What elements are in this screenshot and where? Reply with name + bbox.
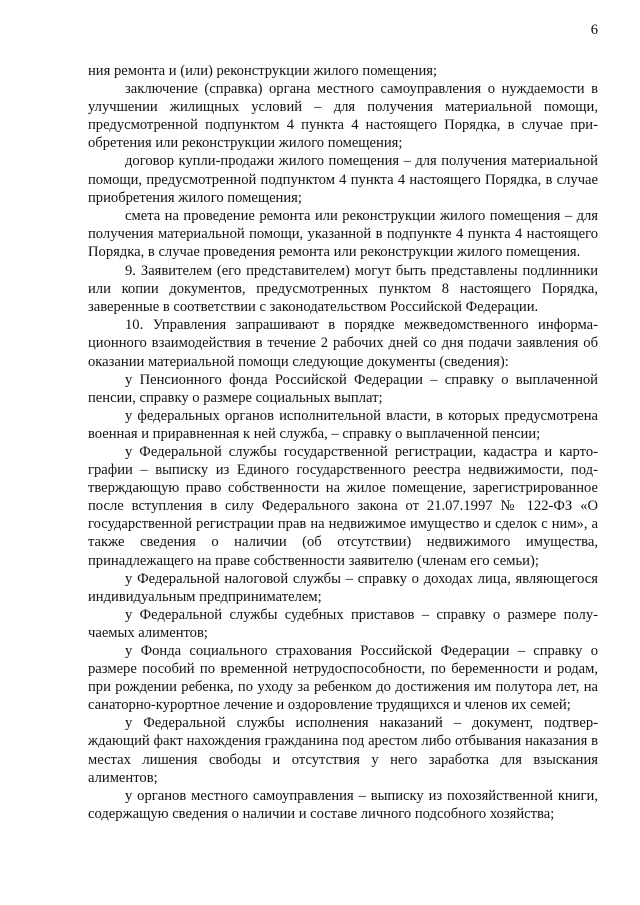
paragraph-housing-need-certificate: заключение (справка) органа местного самоуправления о нуждаемости в улучшении жилищных условий – для получения материальной помощи, предусмотренной подпунктом 4 пункта 4 настоящего Порядка, в случае приобретения или реконструкции жилого помещения; — [88, 81, 598, 152]
paragraph-bailiffs: у Федеральной службы судебных приставов – справку о размере получаемых алиментов; — [88, 606, 598, 641]
paragraph-continuation: ния ремонта и (или) реконструкции жилого помещения; — [88, 63, 438, 79]
page-number: 6 — [590, 22, 598, 38]
paragraph-penitentiary-service: у Федеральной службы исполнения наказаний – документ, подтверждающий факт нахождения гражданина под арестом либо отбывания наказания в местах лишения свободы и отсутствия у него заработка для взыскания алиментов; — [88, 715, 598, 786]
paragraph-pension-fund: у Пенсионного фонда Российской Федерации – справку о выплаченной пенсии, справку о размере социальных выплат; — [88, 371, 598, 406]
document-body — [88, 62, 598, 823]
paragraph-federal-executive-bodies: у федеральных органов исполнительной власти, в которых предусмотрена военная и приравненная к ней служба, – справку о выплаченной пенсии; — [88, 407, 598, 442]
paragraph-local-government: у органов местного самоуправления – выписку из похозяйственной книги, содержащую сведения о наличии и составе личного подсобного хозяйства; — [88, 787, 598, 822]
paragraph-item-10: 10. Управления запрашивают в порядке межведомственного информационного взаимодействия в течение 2 рабочих дней со дня подачи заявления об оказании материальной помощи следующие документы (сведения): — [88, 317, 598, 370]
paragraph-tax-service: у Федеральной налоговой службы – справку о доходах лица, являющегося индивидуальным предпринимателем; — [88, 570, 598, 605]
paragraph-repair-estimate: смета на проведение ремонта или реконструкции жилого помещения – для получения материальной помощи, указанной в подпункте 4 пункта 4 настоящего Порядка, в случае проведения ремонта или реконструкции жилого помещения. — [88, 207, 598, 260]
paragraph-item-9: 9. Заявителем (его представителем) могут быть представлены подлинники или копии документов, предусмотренных пунктом 8 настоящего Порядка, заверенные в соответствии с законодательством Российской Федерации. — [88, 263, 598, 316]
paragraph-rosreestr: у Федеральной службы государственной регистрации, кадастра и картографии – выписку из Единого государственного реестра недвижимости, подтверждающую право собственности на жилое помещение, зарегистрированное после вступления в силу Федерального закона от 21.07.1997 № 122-ФЗ «О государственной регистрации прав на недвижимое имущество и сделок с ним», а также сведения о наличии (об отсутствии) недвижимого имущества, принадлежащего на праве собственности заявителю (членам его семьи); — [88, 443, 598, 569]
paragraph-social-insurance-fund: у Фонда социального страхования Российской Федерации – справку о размере пособий по временной нетрудоспособности, по беременности и родам, при рождении ребенка, по уходу за ребенком до достижения им полутора лет, на санаторно-курортное лечение и оздоровление трудящихся и членов их семей; — [88, 643, 598, 714]
paragraph-purchase-contract: договор купли-продажи жилого помещения – для получения материальной помощи, предусмотренной подпунктом 4 пункта 4 настоящего Порядка, в случае приобретения жилого помещения; — [88, 153, 598, 206]
